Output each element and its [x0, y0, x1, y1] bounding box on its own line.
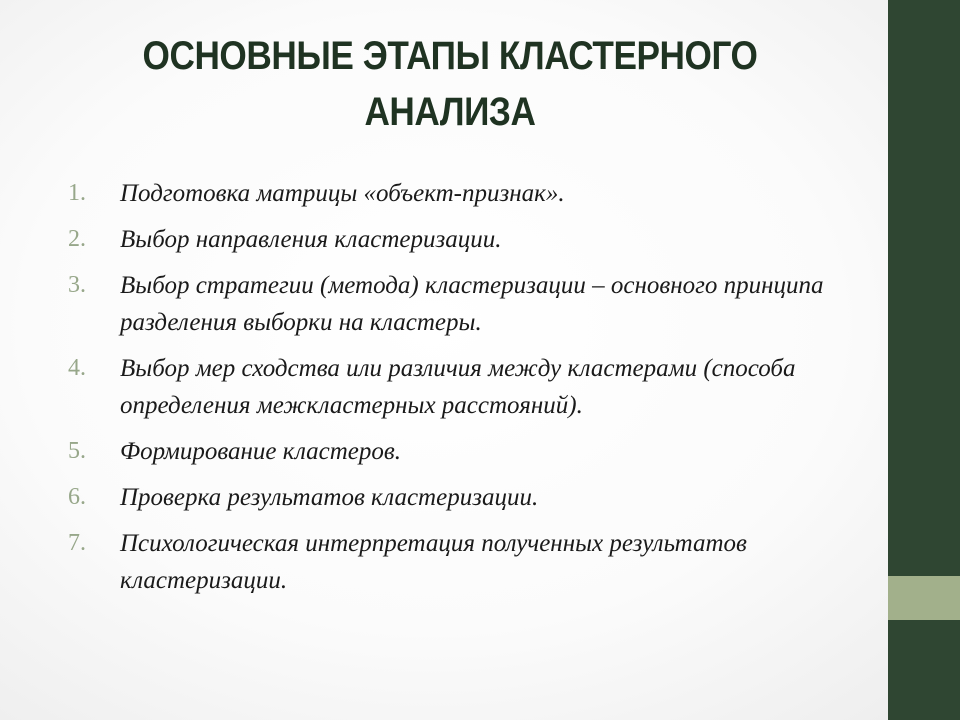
stages-list	[68, 175, 848, 608]
list-item-text: Выбор стратегии (метода) кластеризации – основного принципа разделения выборки на кластеры.	[120, 272, 824, 336]
list-item-text: Выбор мер сходства или различия между кластерами (способа определения межкластерных расстояний).	[120, 355, 796, 419]
list-item	[68, 433, 848, 470]
list-item-number: 2.	[68, 226, 86, 252]
list-item-number: 7.	[68, 530, 86, 556]
list-item-text: Проверка результатов кластеризации.	[120, 484, 539, 511]
list-item	[68, 221, 848, 258]
list-item-text: Формирование кластеров.	[120, 438, 401, 465]
list-item-text: Подготовка матрицы «объект-признак».	[120, 180, 565, 207]
list-item	[68, 525, 848, 599]
title-line-2: АНАЛИЗА	[364, 90, 536, 134]
list-item-number: 1.	[68, 180, 86, 206]
list-item	[68, 479, 848, 516]
side-accent-decoration	[888, 576, 960, 620]
list-item	[68, 175, 848, 212]
list-item-text: Психологическая интерпретация полученных результатов кластеризации.	[120, 530, 747, 594]
list-item-number: 5.	[68, 438, 86, 464]
title-line-1: ОСНОВНЫЕ ЭТАПЫ КЛАСТЕРНОГО	[142, 34, 758, 78]
list-item-text: Выбор направления кластеризации.	[120, 226, 502, 253]
list-item-number: 3.	[68, 272, 86, 298]
list-item-number: 6.	[68, 484, 86, 510]
list-item-number: 4.	[68, 355, 86, 381]
slide-title	[89, 28, 811, 140]
list-item	[68, 350, 848, 424]
list-item	[68, 267, 848, 341]
